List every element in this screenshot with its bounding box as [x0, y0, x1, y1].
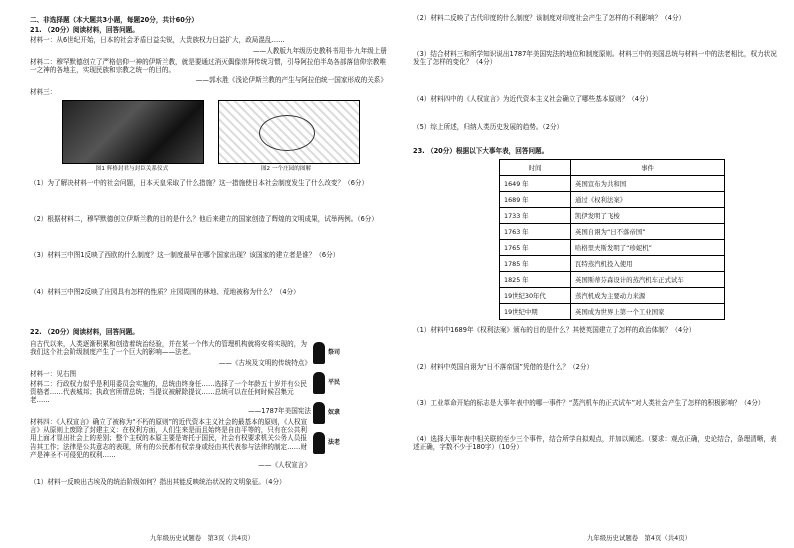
event-cell: 英国宣布为共和国: [571, 176, 725, 192]
page-4: [397, 0, 794, 548]
time-cell: 1785 年: [500, 256, 571, 272]
q22-intro-source: ——《古埃及文明的传统特点》: [218, 358, 311, 367]
q21-image-row: [62, 100, 387, 164]
q22-head: 22. （20分）阅读材料，回答问题。: [30, 327, 139, 336]
figure-label: 平民: [328, 379, 341, 387]
q23-sub-3: （3）工业革命开始的标志是大事年表中的哪一事件？“蒸汽机车的正式试车”对人类社会产生了怎样的积极影响？（4分）: [413, 398, 765, 407]
q21-material-1: 材料一：从6世纪开始，日本的社会矛盾日益尖锐，大贵族权力日益扩大，政局混乱……: [30, 36, 285, 45]
event-cell: 蒸汽机成为主要动力来源: [571, 288, 725, 304]
time-cell: 1765 年: [500, 240, 571, 256]
q22-wrap: [30, 338, 387, 472]
q21-material-3: 材料三：: [30, 87, 57, 96]
figure-label: 祭司: [328, 349, 341, 357]
column-header-time: 时间: [500, 160, 571, 176]
figure-3: [313, 402, 387, 424]
q22-sub-1: （1）材料一反映出古埃及的统治阶级如何？指出其能反映统治状况的文明象征。（4分）: [30, 478, 286, 487]
person-icon: [313, 432, 325, 454]
footer-page-3: 九年级历史试题卷 第3页（共4页）: [150, 534, 254, 542]
q22-material-4-source: ——《人权宣言》: [258, 461, 311, 470]
table-row: [500, 304, 725, 320]
footer-page-4: 九年级历史试题卷 第4页（共4页）: [587, 534, 691, 542]
table-row: [500, 240, 725, 256]
event-cell: 英国自诩为“日不落帝国”: [571, 224, 725, 240]
figure-4: [313, 432, 387, 454]
q21-head: 21. （20分）阅读材料，回答问题。: [30, 26, 139, 35]
event-cell: 瓦特蒸汽机投入使用: [571, 256, 725, 272]
q23-sub-2: （2）材料中英国自诩为“日不落帝国”凭借的是什么？（2分）: [413, 362, 594, 371]
table-row: [500, 192, 725, 208]
q22-sub-4: （4）材料四中的《人权宣言》为近代资本主义社会确立了哪些基本原则？（4分）: [413, 94, 653, 103]
q21-sub-2: （2）根据材料二，穆罕默德创立伊斯兰教的目的是什么？他后来建立的国家创造了辉煌的文明成果，试举两例。（6分）: [30, 215, 378, 224]
q21-caption-row: [62, 166, 387, 173]
q22-sub-2: （2）材料二反映了古代印度的什么制度？该制度对印度社会产生了怎样的不利影响？（4分）: [413, 14, 686, 22]
q22-material-1: 材料一：见右图: [30, 369, 77, 378]
time-cell: 1763 年: [500, 224, 571, 240]
figure-label: 法老: [328, 439, 341, 447]
person-icon: [313, 342, 325, 364]
table-row: [500, 208, 725, 224]
time-cell: 19世纪中期: [500, 304, 571, 320]
figure-2: [313, 372, 387, 394]
q22-sub-5: （5）综上所述，归纳人类历史发展的趋势。（2分）: [413, 122, 564, 131]
q22-text: [30, 338, 311, 472]
image-caption-2: 图2 一个庄园的图解: [260, 165, 312, 172]
figure-1: [313, 342, 387, 364]
time-cell: 1689 年: [500, 192, 571, 208]
events-table: [499, 159, 725, 320]
column-header-event: 事件: [571, 160, 725, 176]
q22-intro: 自古代以来，人类逐渐积累和创造着统治经验，并在某一个伟大的管理机构就将安将实现的，为我们这个社会阶级制度产生了一个巨大的影响——法老。: [30, 340, 307, 357]
q23-sub-1: （1）材料中1689年《权利法案》颁布的目的是什么？其使英国建立了怎样的政治体制？（4分）: [413, 326, 696, 335]
time-cell: 1649 年: [500, 176, 571, 192]
event-cell: 通过《权利法案》: [571, 192, 725, 208]
person-icon: [313, 372, 325, 394]
table-header-row: [500, 160, 725, 176]
table-row: [500, 288, 725, 304]
section-title: 二、非选择题（本大题共3小题，每题20分，共计60分）: [30, 16, 199, 24]
q22-material-2-source: ——1787年美国宪法: [248, 406, 311, 415]
q23-sub-4: （4）选择大事年表中相关联的至少三个事件，结合所学自拟观点，并加以阐述。（要求：观点正确，史论结合，条理清晰，表述正确，字数不少于180字）（10分）: [413, 435, 777, 452]
manor-diagram-image: [218, 100, 360, 164]
image-caption-1: 图1 辉格封君与封臣关系仪式: [95, 165, 169, 172]
event-cell: 哈格里夫斯发明了“珍妮机”: [571, 240, 725, 256]
q22-sub-3: （3）结合材料三和所学知识说出1787年美国宪法的地位和制度原则。材料三中的美国总统与材料一中的法老相比，权力状况发生了怎样的变化？（4分）: [413, 50, 777, 67]
time-cell: 19世纪30年代: [500, 288, 571, 304]
q23-head: 23. （20分）根据以下大事年表，回答问题。: [413, 147, 549, 156]
event-cell: 英国成为世界上第一个工业国家: [571, 304, 725, 320]
figure-label: 奴隶: [328, 409, 341, 417]
table-row: [500, 256, 725, 272]
q21-material-2-source: ——郭水胜《浅论伊斯兰教的产生与阿拉伯统一国家形成的关系》: [195, 76, 387, 85]
vassal-ceremony-image: [62, 100, 204, 164]
person-icon: [313, 402, 325, 424]
time-cell: 1733 年: [500, 208, 571, 224]
q21-material-1-source: ——人教版九年级历史教科书用书·九年级上册: [253, 46, 387, 55]
q22-material-2: 材料二：行政权力似乎是利用委员会实施的，总统由终身任……选择了一个年龄五十岁并有公民资格者……代表城邦；执政官所谓总统；当提议被解除提议……总统可以在任何时候召集元老……: [30, 379, 307, 405]
event-cell: 英国斯蒂芬森设计的蒸汽机车正式试车: [571, 272, 725, 288]
pyramid-figures: [311, 338, 387, 472]
q21-sub-4: （4）材料三中图2反映了庄园具有怎样的性质？庄园周围的林地、荒地被称为什么？（4分）: [30, 287, 300, 296]
q21-sub-1: （1）为了解决材料一中的社会问题，日本天皇采取了什么措施？这一措施使日本社会制度发生了什么改变？（6分）: [30, 178, 369, 187]
table-row: [500, 176, 725, 192]
table-row: [500, 272, 725, 288]
table-row: [500, 224, 725, 240]
q22-material-4: 材料四：《人权宣言》确立了被称为“不朽的原则”的近代资本主义社会的最基本的原则，《人权宣言》从原则上废除了封建主义：在权利方面，人们生来是而且始终是自由平等的，只有在公共利用上面才显出社会上的差别；整个主权的本原主要是寄托于国民，社会有权要求机关公务人员报告其工作；法律是公共意志的表现，所有的公民都有权亲身或经由其代表参与法律的制定……财产是神圣不可侵犯的权利……: [30, 417, 308, 459]
event-cell: 凯伊发明了飞梭: [571, 208, 725, 224]
time-cell: 1825 年: [500, 272, 571, 288]
q21-sub-3: （3）材料三中图1反映了西欧的什么制度？这一制度最早在哪个国家出现？该国家的建立者是谁？（6分）: [30, 251, 340, 260]
q21-material-2: 材料二：穆罕默德创立了严格信仰一神的伊斯兰教，就是要通过消灭偶像崇拜传统习惯，引导阿拉伯半岛各部落信仰宗教唯一之神的各地主，实现民族和宗教之统一的目的。: [30, 57, 387, 75]
